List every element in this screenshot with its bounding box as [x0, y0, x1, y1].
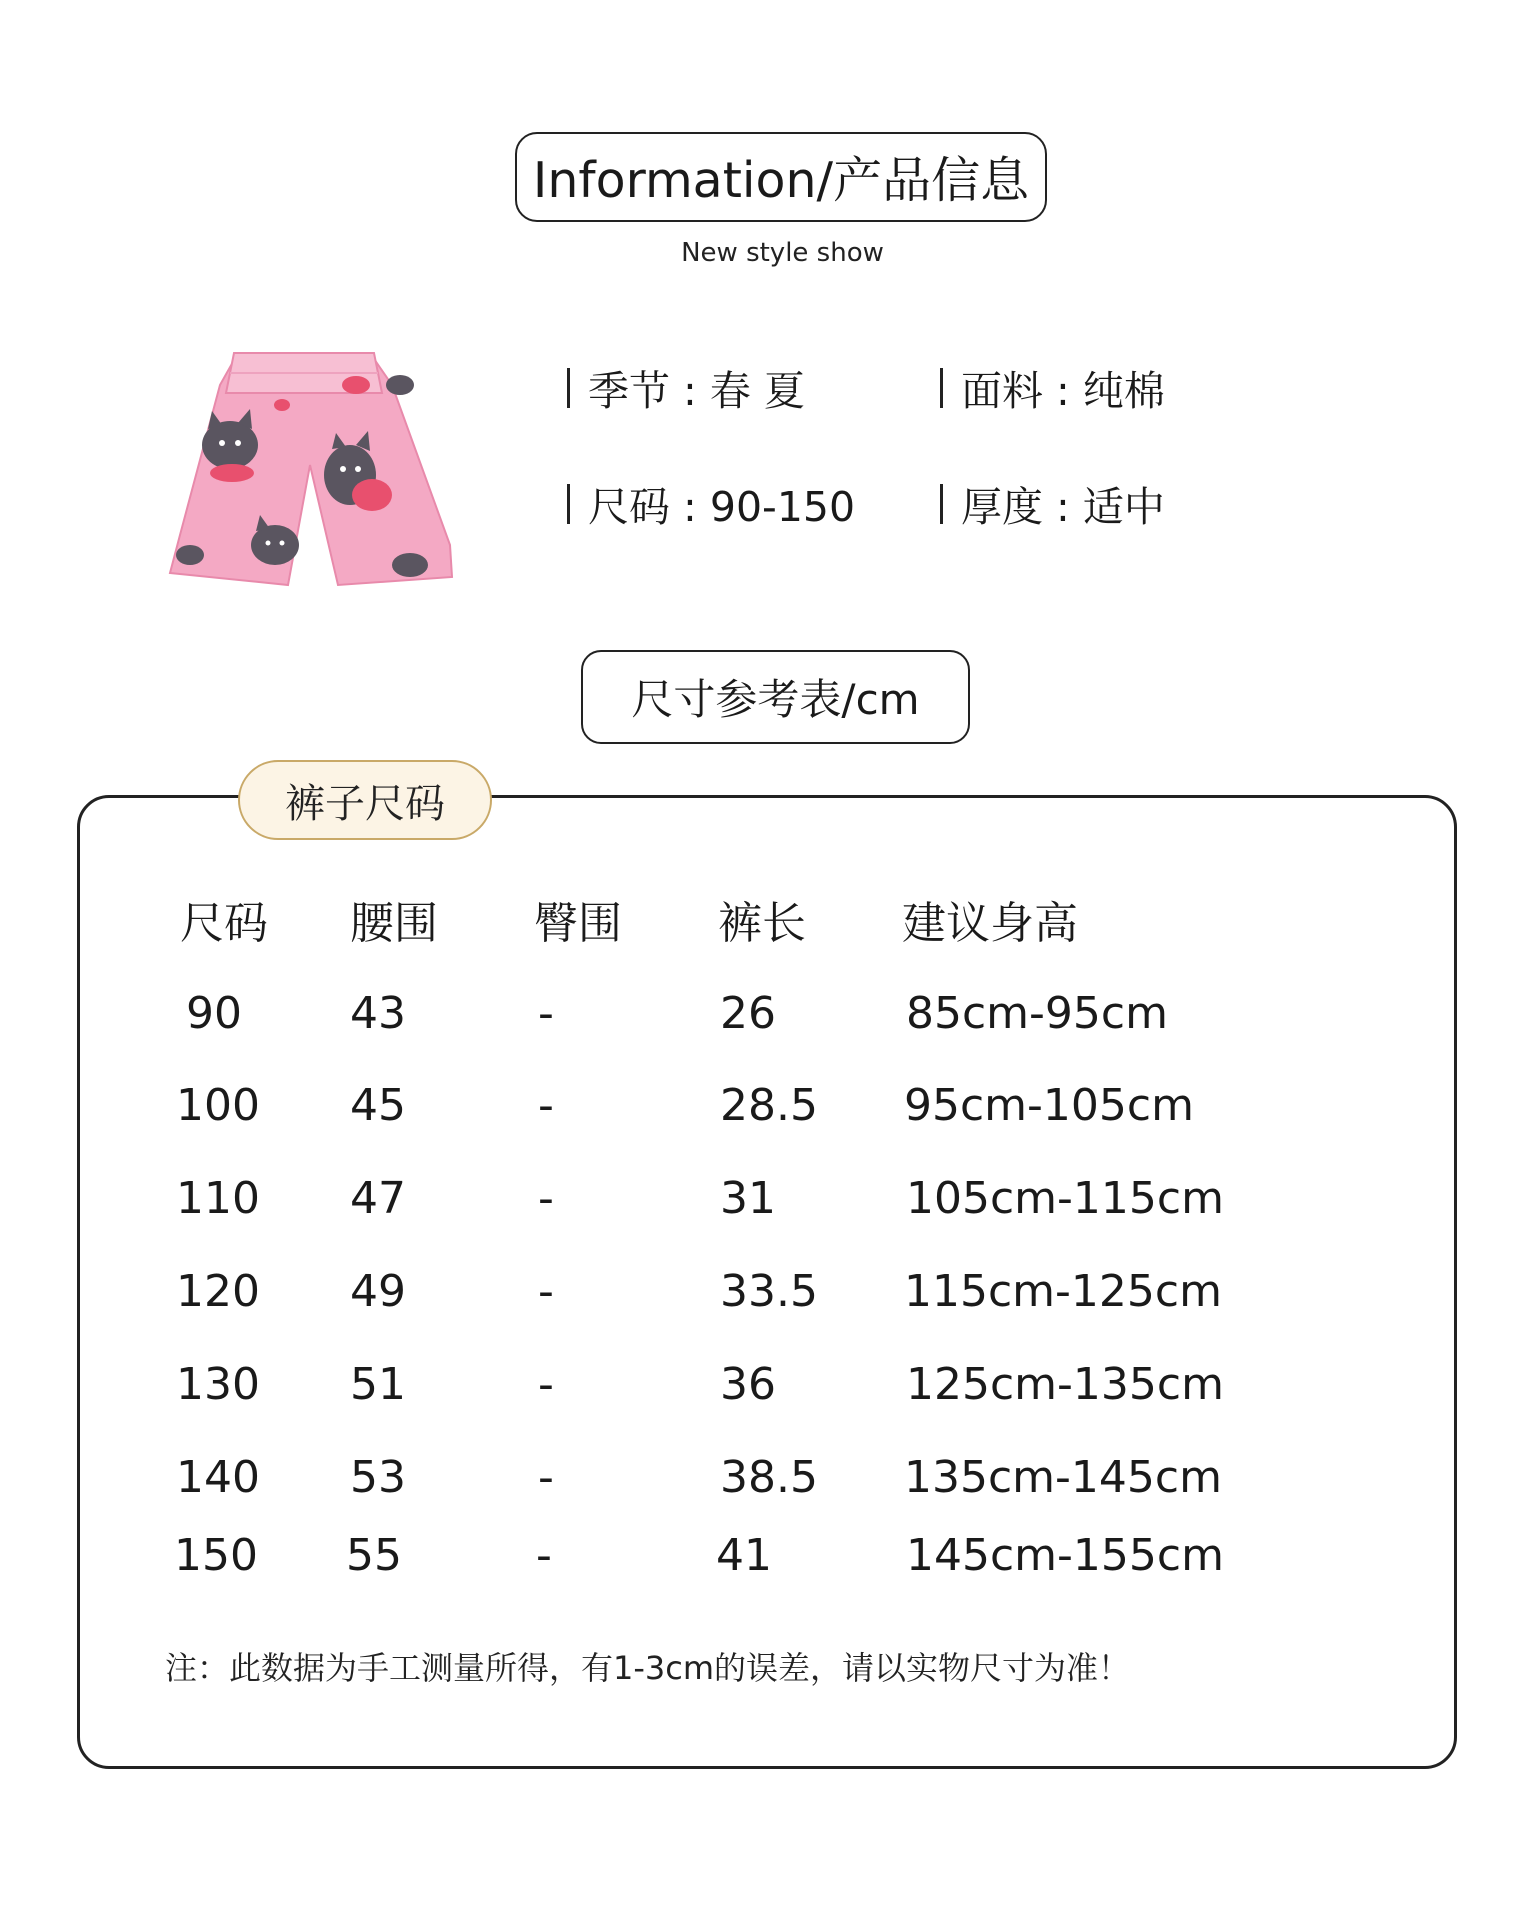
attr-season-text: 季节 : 春 夏: [588, 367, 805, 415]
header-height: 建议身高: [902, 898, 1078, 949]
divider-bar: [567, 368, 570, 408]
divider-bar: [567, 484, 570, 524]
cell-waist: 47: [350, 1173, 406, 1224]
cell-hip: -: [538, 1359, 554, 1410]
cell-size: 90: [186, 988, 242, 1039]
cell-waist: 43: [350, 988, 406, 1039]
cell-hip: -: [538, 1266, 554, 1317]
cell-size: 150: [174, 1530, 258, 1581]
cell-height: 145cm-155cm: [906, 1530, 1224, 1581]
cell-waist: 45: [350, 1080, 406, 1131]
cell-length: 36: [720, 1359, 776, 1410]
cell-hip: -: [538, 1452, 554, 1503]
cell-size: 130: [176, 1359, 260, 1410]
cell-waist: 53: [350, 1452, 406, 1503]
cell-height: 85cm-95cm: [906, 988, 1168, 1039]
cell-waist: 49: [350, 1266, 406, 1317]
measurement-note: 注：此数据为手工测量所得，有1-3cm的误差，请以实物尺寸为准！: [165, 1649, 1131, 1687]
cell-height: 115cm-125cm: [904, 1266, 1222, 1317]
header-length: 裤长: [718, 898, 806, 949]
attr-fabric: [940, 358, 1165, 417]
header-waist: 腰围: [350, 898, 438, 949]
info-title: Information/产品信息: [532, 152, 1030, 209]
pants-size-tag-label: 裤子尺码: [285, 780, 445, 827]
cell-height: 135cm-145cm: [904, 1452, 1222, 1503]
attr-thickness: [940, 474, 1165, 533]
divider-bar: [940, 368, 943, 408]
cell-length: 41: [716, 1530, 772, 1581]
attr-fabric-text: 面料 : 纯棉: [961, 367, 1165, 415]
attr-thickness-text: 厚度 : 适中: [961, 483, 1165, 531]
cell-hip: -: [538, 988, 554, 1039]
header-hip: 臀围: [534, 898, 622, 949]
header-size: 尺码: [180, 898, 268, 949]
divider-bar: [940, 484, 943, 524]
pants-size-tag: [238, 760, 492, 840]
attr-season: [567, 358, 805, 417]
cell-waist: 55: [346, 1530, 402, 1581]
cell-size: 100: [176, 1080, 260, 1131]
info-title-box: [515, 132, 1047, 222]
cell-waist: 51: [350, 1359, 406, 1410]
size-chart-title-box: [581, 650, 970, 744]
cell-length: 38.5: [720, 1452, 818, 1503]
cell-size: 140: [176, 1452, 260, 1503]
cell-hip: -: [538, 1173, 554, 1224]
attr-size: [567, 474, 855, 533]
cell-size: 110: [176, 1173, 260, 1224]
product-image: [160, 345, 480, 595]
cell-height: 95cm-105cm: [904, 1080, 1194, 1131]
info-subtitle: New style show: [681, 238, 884, 268]
cell-length: 26: [720, 988, 776, 1039]
cell-height: 125cm-135cm: [906, 1359, 1224, 1410]
cell-hip: -: [536, 1530, 552, 1581]
cell-size: 120: [176, 1266, 260, 1317]
cell-hip: -: [538, 1080, 554, 1131]
cell-length: 31: [720, 1173, 776, 1224]
cell-length: 28.5: [720, 1080, 818, 1131]
size-chart-title: 尺寸参考表/cm: [631, 675, 920, 724]
cell-height: 105cm-115cm: [906, 1173, 1224, 1224]
attr-size-text: 尺码 : 90-150: [588, 483, 856, 531]
cell-length: 33.5: [720, 1266, 818, 1317]
